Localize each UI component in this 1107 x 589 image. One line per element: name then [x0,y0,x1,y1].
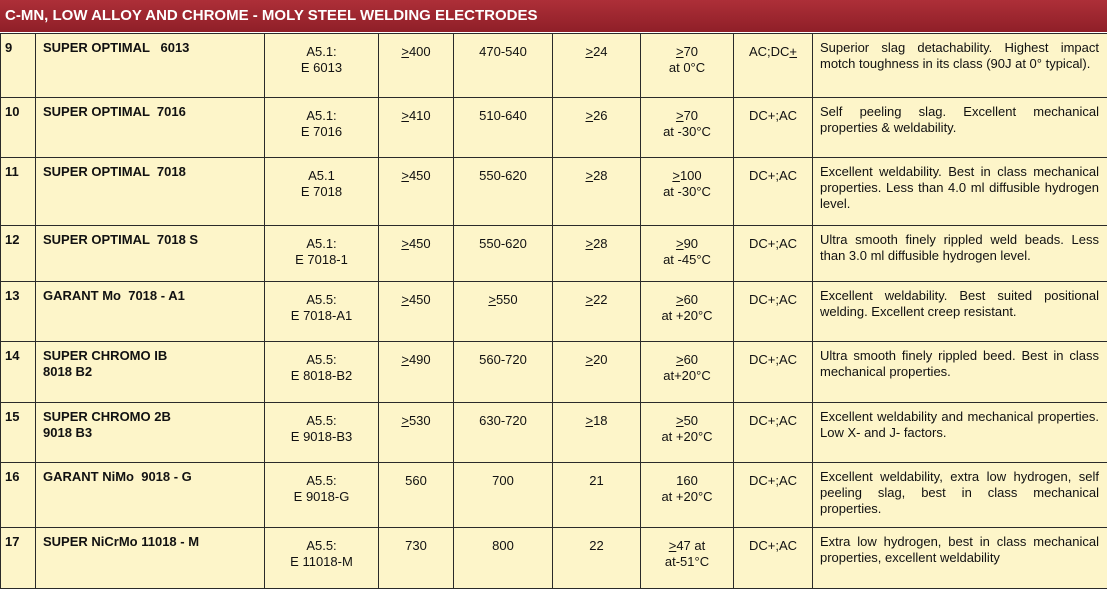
table-row [1,342,1107,403]
welding-current: DC+;AC [734,282,813,342]
tensile-strength: >550 [454,282,553,342]
table-row [1,158,1107,226]
welding-current: AC;DC+ [734,34,813,98]
impact-value: >70 at 0°C [641,34,734,98]
table-row [1,282,1107,342]
welding-current: DC+;AC [734,528,813,589]
elongation: >26 [553,98,641,158]
impact-value: >90 at -45°C [641,226,734,282]
row-number: 15 [1,403,36,463]
aws-classification: A5.1: E 7018-1 [265,226,379,282]
elongation: 21 [553,463,641,528]
yield-strength: >410 [379,98,454,158]
row-number: 12 [1,226,36,282]
yield-strength: >490 [379,342,454,403]
yield-strength: >530 [379,403,454,463]
impact-value: >100 at -30°C [641,158,734,226]
table-row [1,403,1107,463]
electrode-name: SUPER OPTIMAL 6013 [36,34,265,98]
tensile-strength: 470-540 [454,34,553,98]
yield-strength: >400 [379,34,454,98]
yield-strength: 730 [379,528,454,589]
electrode-name: SUPER CHROMO IB 8018 B2 [36,342,265,403]
table-row [1,463,1107,528]
electrode-description: Ultra smooth finely rippled beed. Best in class mechanical properties. [813,342,1107,403]
elongation: >28 [553,226,641,282]
row-number: 14 [1,342,36,403]
aws-classification: A5.5: E 8018-B2 [265,342,379,403]
welding-current: DC+;AC [734,98,813,158]
elongation: >20 [553,342,641,403]
row-number: 11 [1,158,36,226]
elongation: >24 [553,34,641,98]
electrode-table [0,33,1107,589]
welding-current: DC+;AC [734,226,813,282]
elongation: >28 [553,158,641,226]
electrode-name: SUPER OPTIMAL 7018 [36,158,265,226]
tensile-strength: 630-720 [454,403,553,463]
aws-classification: A5.1: E 6013 [265,34,379,98]
table-row [1,226,1107,282]
impact-value: >50 at +20°C [641,403,734,463]
row-number: 16 [1,463,36,528]
impact-value: >60 at +20°C [641,282,734,342]
aws-classification: A5.5: E 9018-B3 [265,403,379,463]
row-number: 9 [1,34,36,98]
yield-strength: >450 [379,282,454,342]
electrode-description: Self peeling slag. Excellent mechanical properties & weldability. [813,98,1107,158]
electrode-name: SUPER CHROMO 2B 9018 B3 [36,403,265,463]
aws-classification: A5.1 E 7018 [265,158,379,226]
welding-current: DC+;AC [734,342,813,403]
elongation: >22 [553,282,641,342]
aws-classification: A5.5: E 7018-A1 [265,282,379,342]
tensile-strength: 510-640 [454,98,553,158]
elongation: 22 [553,528,641,589]
impact-value: >47 at at-51°C [641,528,734,589]
impact-value: 160 at +20°C [641,463,734,528]
electrode-description: Ultra smooth finely rippled weld beads. Less than 3.0 ml diffusible hydrogen level. [813,226,1107,282]
yield-strength: 560 [379,463,454,528]
electrode-name: SUPER NiCrMo 11018 - M [36,528,265,589]
aws-classification: A5.5: E 9018-G [265,463,379,528]
tensile-strength: 550-620 [454,158,553,226]
electrode-description: Excellent weldability. Best in class mechanical properties. Less than 4.0 ml diffusible hydrogen level. [813,158,1107,226]
electrode-description: Superior slag detachability. Highest impact motch toughness in its class (90J at 0° typical). [813,34,1107,98]
table-row [1,528,1107,589]
table-row [1,34,1107,98]
tensile-strength: 550-620 [454,226,553,282]
table-row [1,98,1107,158]
electrode-name: GARANT NiMo 9018 - G [36,463,265,528]
electrode-description: Extra low hydrogen, best in class mechanical properties, excellent weldability [813,528,1107,589]
impact-value: >70 at -30°C [641,98,734,158]
electrode-description: Excellent weldability, extra low hydrogen, self peeling slag, best in class mechanical properties. [813,463,1107,528]
electrode-name: SUPER OPTIMAL 7018 S [36,226,265,282]
row-number: 17 [1,528,36,589]
welding-current: DC+;AC [734,158,813,226]
welding-current: DC+;AC [734,463,813,528]
tensile-strength: 700 [454,463,553,528]
yield-strength: >450 [379,226,454,282]
aws-classification: A5.5: E 11018-M [265,528,379,589]
impact-value: >60 at+20°C [641,342,734,403]
yield-strength: >450 [379,158,454,226]
aws-classification: A5.1: E 7016 [265,98,379,158]
electrode-description: Excellent weldability and mechanical properties. Low X- and J- factors. [813,403,1107,463]
electrode-name: GARANT Mo 7018 - A1 [36,282,265,342]
welding-current: DC+;AC [734,403,813,463]
elongation: >18 [553,403,641,463]
electrode-description: Excellent weldability. Best suited positional welding. Excellent creep resistant. [813,282,1107,342]
row-number: 13 [1,282,36,342]
electrode-name: SUPER OPTIMAL 7016 [36,98,265,158]
table-title: C-MN, LOW ALLOY AND CHROME - MOLY STEEL WELDING ELECTRODES [0,0,1107,32]
tensile-strength: 560-720 [454,342,553,403]
tensile-strength: 800 [454,528,553,589]
row-number: 10 [1,98,36,158]
